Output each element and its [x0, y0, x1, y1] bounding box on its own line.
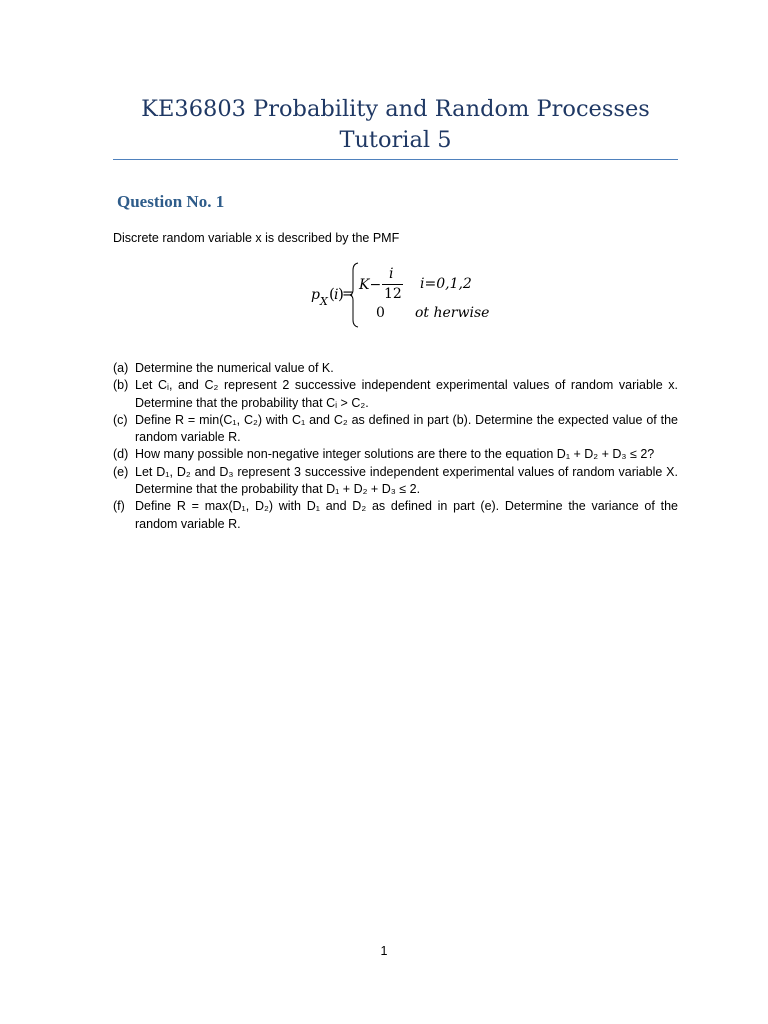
- eq-lhs-arg: i: [334, 287, 339, 303]
- part-text: Let D₁, D₂ and D₃ represent 3 successive independent experimental values of random variable X. Determine that the probability that D₁ + D₂ + D₃ ≤ 2.: [135, 464, 678, 497]
- part-label: (c): [113, 412, 128, 427]
- question-part-c: [113, 412, 678, 447]
- title-line-1: KE36803 Probability and Random Processes: [141, 96, 650, 122]
- part-text: Define R = min(C₁, C₂) with C₁ and C₂ as defined in part (b). Determine the expected value of the random variable R.: [135, 412, 678, 445]
- eq-case1-condition: i=0,1,2: [420, 276, 472, 292]
- question-part-d: [113, 446, 678, 463]
- part-label: (f): [113, 499, 125, 514]
- page-number: 1: [380, 944, 388, 958]
- eq-lhs-p: p: [311, 287, 320, 303]
- eq-lhs-open-paren: (: [329, 285, 335, 303]
- question-heading: Question No. 1: [117, 192, 225, 211]
- question-part-a: [113, 360, 678, 377]
- eq-case2-condition: ot herwise: [415, 305, 490, 321]
- part-text: Determine the numerical value of K.: [135, 361, 334, 375]
- question-part-f: [113, 498, 678, 533]
- left-brace-icon: [349, 262, 361, 328]
- part-label: (e): [113, 464, 129, 479]
- eq-case1-expr: K−: [359, 277, 382, 293]
- eq-case1-denominator: 12: [384, 286, 402, 302]
- eq-lhs-close-paren: ): [338, 285, 344, 303]
- eq-fraction-bar: [382, 284, 403, 285]
- title-line-2: Tutorial 5: [339, 127, 452, 153]
- question-part-e: [113, 464, 678, 499]
- part-label: (a): [113, 361, 129, 375]
- part-label: (d): [113, 447, 129, 462]
- part-text: Let Cᵢ, and C₂ represent 2 successive independent experimental values of random variable x. Determine that the probability that Cᵢ > C₂.: [135, 378, 678, 410]
- eq-equals: =: [342, 286, 354, 302]
- eq-lhs-subscript: X: [320, 295, 328, 308]
- part-label: (b): [113, 378, 129, 393]
- eq-case1-numerator: i: [389, 266, 394, 282]
- pmf-equation: [0, 0, 768, 340]
- part-text: Define R = max(D₁, D₂) with D₁ and D₂ as defined in part (e). Determine the variance of the random variable R.: [135, 499, 678, 531]
- eq-case2-expr: 0: [376, 305, 385, 321]
- part-text: How many possible non-negative integer solutions are there to the equation D₁ + D₂ + D₃ ≤ 2?: [135, 447, 655, 462]
- question-part-b: [113, 377, 678, 412]
- question-parts-list: [113, 360, 678, 533]
- intro-text: Discrete random variable x is described by the PMF: [113, 231, 400, 245]
